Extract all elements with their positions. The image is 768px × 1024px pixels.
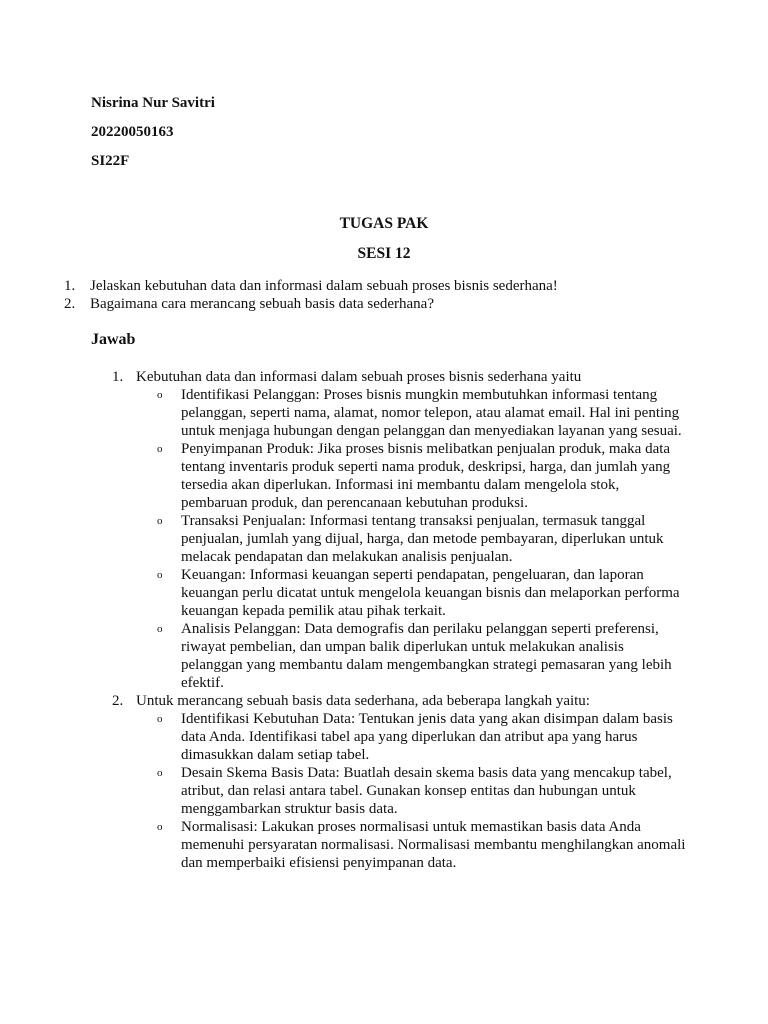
list-item-text: Analisis Pelanggan: Data demografis dan perilaku pelanggan seperti preferensi, riwayat pembelian, dan umpan balik diperlukan untuk melakukan analisis pelanggan yang membantu dalam mengembangkan strategi pemasaran yang lebih efektif. [181, 621, 672, 691]
circle-bullet-icon: o [157, 515, 163, 527]
question-number: 1. [64, 278, 76, 294]
answer-item [112, 368, 692, 692]
answer-sublist [112, 386, 692, 692]
answer-heading: Jawab [91, 331, 136, 348]
student-class: SI22F [91, 153, 130, 169]
list-item-text: Normalisasi: Lakukan proses normalisasi untuk memastikan basis data Anda memenuhi persyaratan normalisasi. Normalisasi membantu menghilangkan anomali dan memperbaiki efisiensi penyimpanan data. [181, 819, 686, 871]
circle-bullet-icon: o [157, 713, 163, 725]
student-name: Nisrina Nur Savitri [91, 95, 215, 111]
list-item-text: Identifikasi Kebutuhan Data: Tentukan jenis data yang akan disimpan dalam basis data Anda. Identifikasi tabel apa yang diperlukan dan atribut apa yang harus dimasukkan dalam setiap tabel. [181, 711, 673, 763]
circle-bullet-icon: o [157, 389, 163, 401]
assignment-title: TUGAS PAK [339, 215, 429, 232]
list-item [157, 440, 692, 512]
question-item [64, 277, 704, 295]
answer-intro: Untuk merancang sebuah basis data sederhana, ada beberapa langkah yaitu: [136, 693, 590, 709]
list-item [157, 386, 692, 440]
list-item [157, 512, 692, 566]
question-item [64, 295, 704, 313]
list-item-text: Transaksi Penjualan: Informasi tentang transaksi penjualan, termasuk tanggal penjualan, jumlah yang dijual, harga, dan metode pembayaran, diperlukan untuk melacak pendapatan dan melakukan analisis penjualan. [181, 513, 664, 565]
question-text: Jelaskan kebutuhan data dan informasi dalam sebuah proses bisnis sederhana! [90, 278, 558, 294]
list-item [157, 818, 692, 872]
answer-intro: Kebutuhan data dan informasi dalam sebuah proses bisnis sederhana yaitu [136, 369, 582, 385]
answer-list [112, 368, 692, 872]
list-item-text: Penyimpanan Produk: Jika proses bisnis melibatkan penjualan produk, maka data tentang inventaris produk seperti nama produk, deskripsi, harga, dan jumlah yang tersedia akan diperlukan. Informasi ini membantu dalam mengelola stok, pembaruan produk, dan perencanaan kebutuhan produksi. [181, 441, 671, 511]
circle-bullet-icon: o [157, 569, 163, 581]
list-item [157, 764, 692, 818]
question-list [64, 277, 704, 313]
list-item [157, 620, 692, 692]
list-item [157, 566, 692, 620]
student-info [91, 94, 215, 181]
session-title: SESI 12 [357, 245, 411, 262]
list-item-text: Desain Skema Basis Data: Buatlah desain skema basis data yang mencakup tabel, atribut, dan relasi antara tabel. Gunakan konsep entitas dan hubungan untuk menggambarkan struktur basis data. [181, 765, 672, 817]
circle-bullet-icon: o [157, 443, 163, 455]
list-item-text: Keuangan: Informasi keuangan seperti pendapatan, pengeluaran, dan laporan keuangan perlu dicatat untuk mengelola keuangan bisnis dan melaporkan performa keuangan kepada pemilik atau pihak terkait. [181, 567, 680, 619]
question-text: Bagaimana cara merancang sebuah basis data sederhana? [90, 296, 434, 312]
circle-bullet-icon: o [157, 623, 163, 635]
circle-bullet-icon: o [157, 821, 163, 833]
question-number: 2. [64, 296, 76, 312]
answer-item [112, 692, 692, 872]
answer-sublist [112, 710, 692, 872]
answer-number: 1. [112, 369, 124, 385]
student-id: 20220050163 [91, 124, 174, 140]
circle-bullet-icon: o [157, 767, 163, 779]
list-item-text: Identifikasi Pelanggan: Proses bisnis mungkin membutuhkan informasi tentang pelanggan, seperti nama, alamat, nomor telepon, atau alamat email. Hal ini penting untuk menjaga hubungan dengan pelanggan dan menyediakan layanan yang sesuai. [181, 387, 682, 439]
answer-number: 2. [112, 693, 124, 709]
list-item [157, 710, 692, 764]
